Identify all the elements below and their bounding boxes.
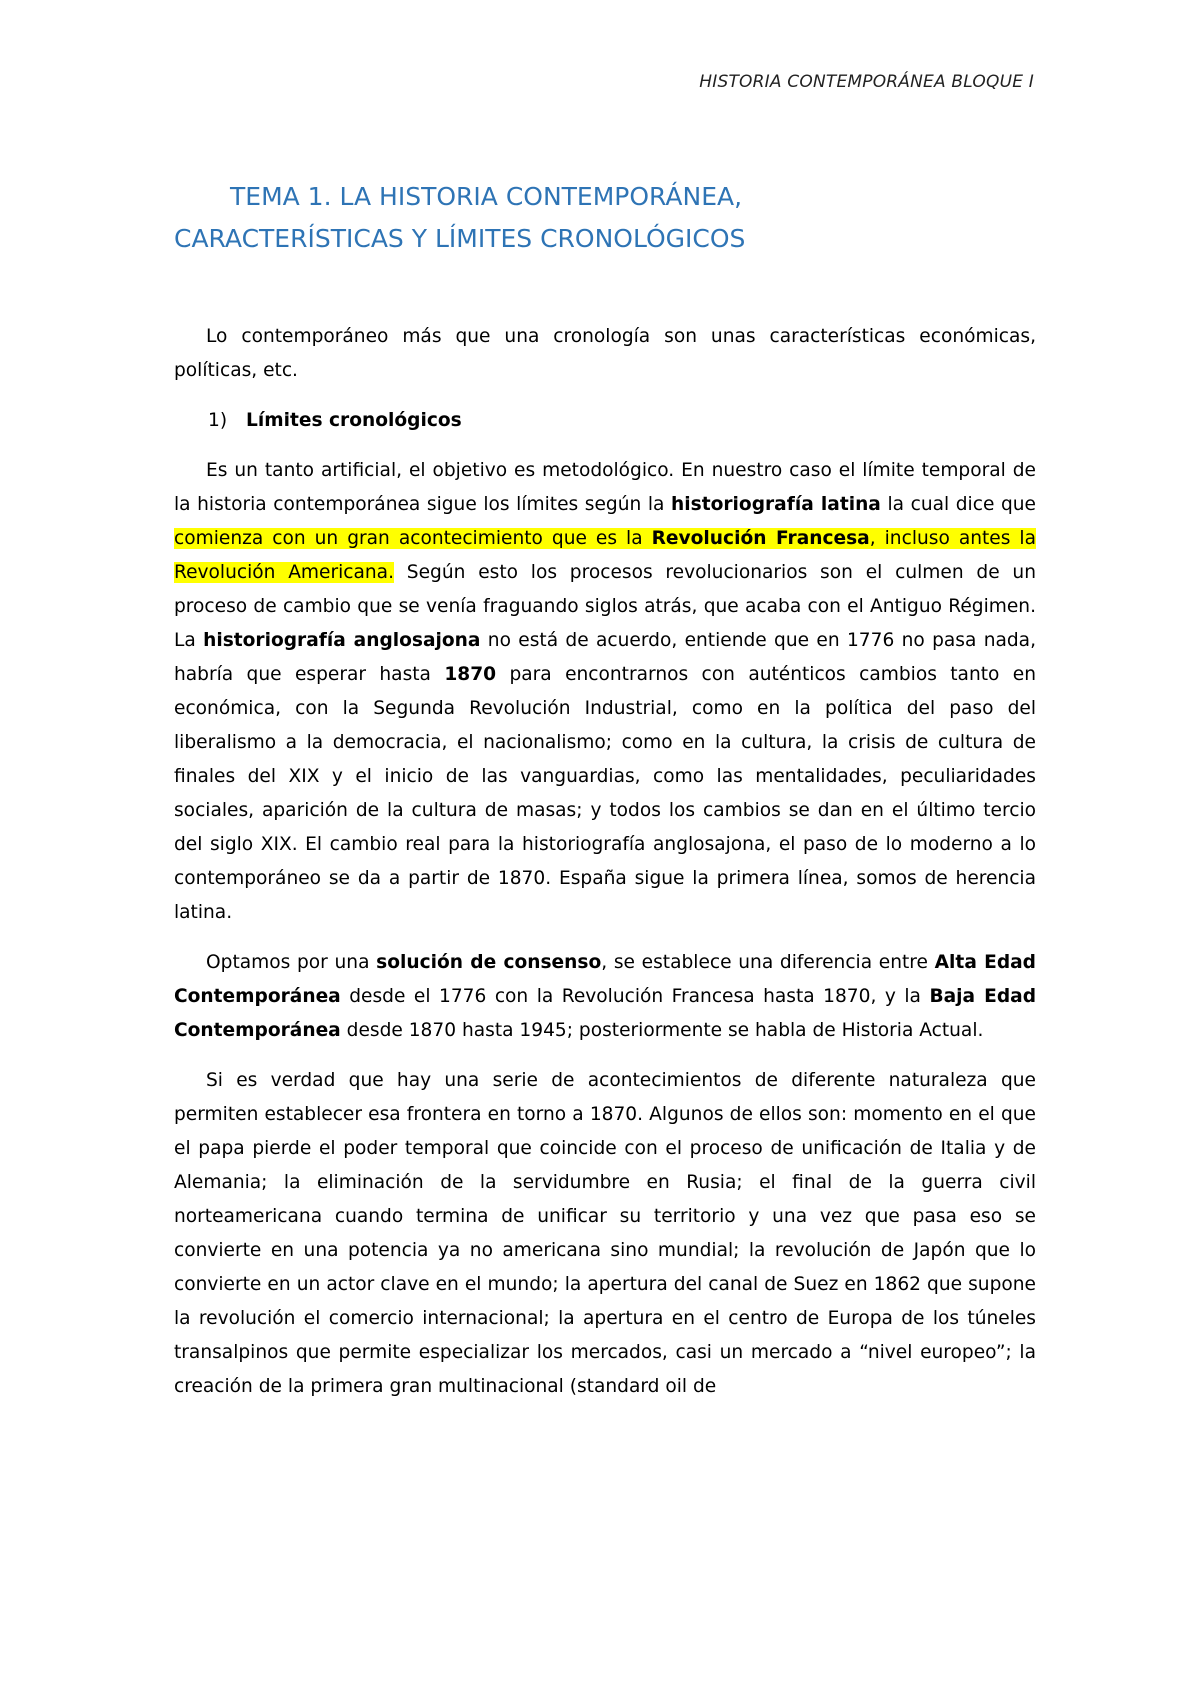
bold-text: Alta Edad Contemporánea (174, 952, 1036, 1007)
text-run: , se establece una diferencia entre (601, 952, 935, 973)
text-run: desde el 1776 con la Revolución Francesa hasta 1870, y la (340, 986, 930, 1007)
document-title (174, 176, 1054, 260)
bold-text: historiografía anglosajona (203, 630, 481, 651)
text-run: la cual dice que (880, 494, 1036, 515)
text-run: no está de acuerdo, entiende que en 1776 no pasa nada, habría que esperar hasta (174, 630, 1036, 685)
title-line-2: CARACTERÍSTICAS Y LÍMITES CRONOLÓGICOS (174, 224, 746, 253)
bold-text: historiografía latina (671, 494, 881, 515)
intro-paragraph: Lo contemporáneo más que una cronología son unas características económicas, políticas, etc. (174, 326, 1036, 381)
bold-text: solución de consenso (376, 952, 602, 973)
highlighted-text: , incluso antes la Revolución Americana. (174, 528, 1036, 583)
document-body (174, 320, 1036, 1420)
text-run: para encontrarnos con auténticos cambios tanto en económica, con la Segunda Revolución Industrial, como en la política del paso del liberalismo a la democracia, el nacionalismo; como en la cultura, la crisis de cultura de finales del XIX y el inicio de las vanguardias, como las mentalidades, peculiaridades sociales, aparición de la cultura de masas; y todos los cambios se dan en el último tercio del siglo XIX. El cambio real para la historiografía anglosajona, el paso de lo moderno a lo contemporáneo se da a partir de 1870. España sigue la primera línea, somos de herencia latina. (174, 664, 1036, 923)
paragraph-2 (174, 946, 1036, 1048)
bold-text: 1870 (444, 664, 497, 685)
section-label: Límites cronológicos (246, 410, 462, 431)
text-run: desde 1870 hasta 1945; posteriormente se habla de Historia Actual. (340, 1020, 984, 1041)
title-line-1: TEMA 1. LA HISTORIA CONTEMPORÁNEA, (230, 182, 743, 211)
text-run: Es un tanto artificial, el objetivo es metodológico. En nuestro caso el límite temporal de la historia contemporánea sigue los límites según la (174, 460, 1036, 515)
page-header: HISTORIA CONTEMPORÁNEA BLOQUE I (699, 72, 1034, 92)
text-run: Según esto los procesos revolucionarios son el culmen de un proceso de cambio que se venía fraguando siglos atrás, que acaba con el Antiguo Régimen. La (174, 562, 1036, 651)
highlighted-text: comienza con un gran acontecimiento que es la (174, 528, 652, 549)
paragraph-3: Si es verdad que hay una serie de acontecimientos de diferente naturaleza que permiten establecer esa frontera en torno a 1870. Algunos de ellos son: momento en el que el papa pierde el poder temporal que coincide con el proceso de unificación de Italia y de Alemania; la eliminación de la servidumbre en Rusia; el final de la guerra civil norteamericana cuando termina de unificar su territorio y una vez que pasa eso se convierte en una potencia ya no americana sino mundial; la revolución de Japón que lo convierte en un actor clave en el mundo; la apertura del canal de Suez en 1862 que supone la revolución el comercio internacional; la apertura en el centro de Europa de los túneles transalpinos que permite especializar los mercados, casi un mercado a “nivel europeo”; la creación de la primera gran multinacional (standard oil de (174, 1070, 1036, 1397)
bold-text: Baja Edad Contemporánea (174, 986, 1037, 1041)
text-run: Optamos por una (206, 952, 377, 973)
paragraph-1 (174, 454, 1036, 930)
section-heading (174, 404, 1036, 438)
section-number: 1) (208, 410, 228, 431)
highlighted-bold-text: Revolución Francesa (651, 528, 870, 549)
